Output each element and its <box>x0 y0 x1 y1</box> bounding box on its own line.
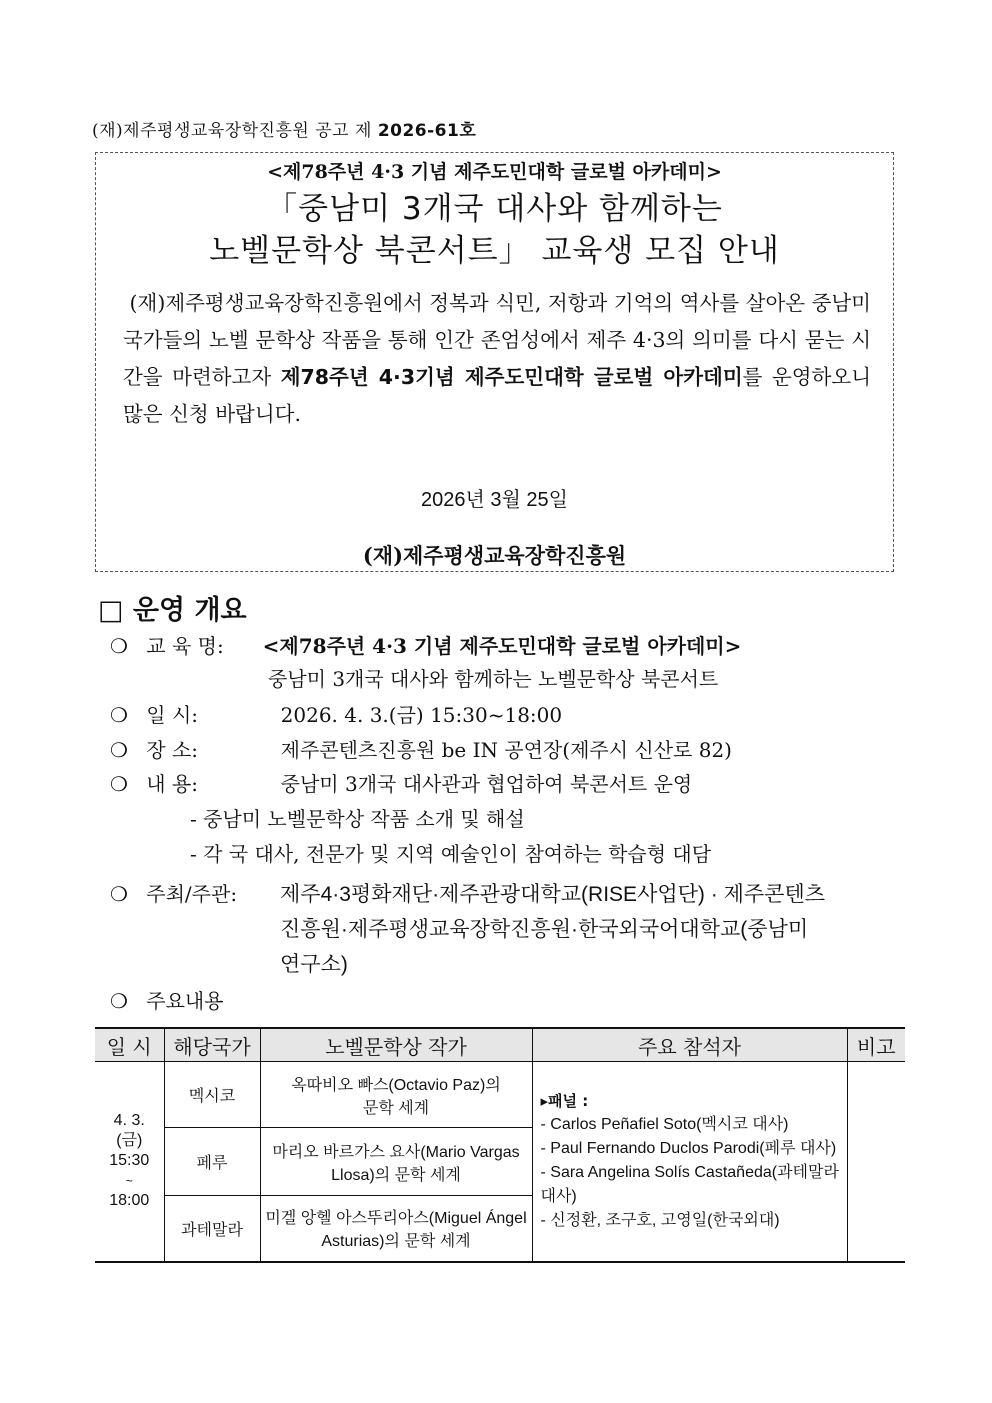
edu-name-label: 교 육 명: <box>146 634 224 658</box>
main-content-label: 주요내용 <box>146 989 224 1013</box>
author-line: Llosa)의 문학 세계 <box>331 1166 461 1184</box>
datetime-line: (금) <box>116 1132 143 1150</box>
overview-edu-name <box>110 630 741 659</box>
header-attendees: 주요 참석자 <box>532 1028 847 1062</box>
datetime-line: 18:00 <box>109 1192 150 1210</box>
intro-text-2: 를 운영하오니 많은 신청 바랍니다. <box>123 365 871 426</box>
datetime-line: 15:30 <box>109 1152 150 1170</box>
host-value-line3: 연구소) <box>280 953 348 976</box>
table-header-row <box>95 1028 905 1062</box>
announcement-title-line1: 「중남미 3개국 대사와 함께하는 <box>266 191 723 227</box>
intro-paragraph <box>123 285 871 433</box>
author-line: 문학 세계 <box>362 1099 430 1117</box>
author-cell <box>260 1062 532 1128</box>
intro-text-bold: 제78주년 4·3기념 제주도민대학 글로벌 아카데미 <box>280 365 743 389</box>
datetime-line: 4. 3. <box>113 1112 145 1130</box>
panelist: - Carlos Peñafiel Soto(멕시코 대사) <box>540 1116 789 1134</box>
host-value-line2: 진흥원·제주평생교육장학진흥원·한국외국어대학교(중남미 <box>280 918 809 941</box>
overview-datetime <box>110 699 562 728</box>
attendees-cell <box>532 1062 847 1262</box>
overview-main-content <box>110 985 224 1014</box>
header-note: 비고 <box>847 1028 905 1062</box>
content-value: 중남미 3개국 대사관과 협업하여 북콘서트 운영 <box>280 772 693 796</box>
author-line: 옥따비오 빠스(Octavio Paz)의 <box>291 1076 501 1094</box>
author-cell <box>260 1128 532 1196</box>
announcement-subtitle: <제78주년 4·3 기념 제주도민대학 글로벌 아카데미> <box>267 161 722 183</box>
bullet-circle-icon: ❍ <box>110 772 128 796</box>
announcement-title-line2: 노벨문학상 북콘서트」 교육생 모집 안내 <box>209 233 780 269</box>
panel-title: ▸패널 : <box>540 1092 589 1111</box>
header-datetime: 일 시 <box>95 1028 164 1062</box>
panelist: - Paul Fernando Duclos Parodi(페루 대사) <box>540 1140 837 1158</box>
host-value-line1: 제주4·3평화재단·제주관광대학교(RISE사업단) · 제주콘텐츠 <box>280 883 826 906</box>
intro-text-1: (재)제주평생교육장학진흥원에서 정복과 식민, 저항과 기억의 역사를 살아온 중남미 국가들의 노벨 문학상 작품을 통해 인간 존엄성에서 제주 4·3의 의미를 다시 묻는 시간을 마련하고자 <box>123 291 871 389</box>
notice-number-line <box>92 116 476 141</box>
author-line: Asturias)의 문학 세계 <box>321 1233 471 1251</box>
place-value: 제주콘텐츠진흥원 be IN 공연장(제주시 신산로 82) <box>280 738 732 762</box>
overview-host <box>110 878 286 907</box>
edu-name-value: <제78주년 4·3 기념 제주도민대학 글로벌 아카데미> <box>262 634 742 658</box>
overview-content <box>110 768 692 797</box>
bullet-circle-icon: ❍ <box>110 703 128 727</box>
notice-number: 2026-61호 <box>377 121 477 141</box>
bullet-circle-icon: ❍ <box>110 989 128 1013</box>
country-cell: 과테말라 <box>164 1196 260 1262</box>
author-line: 마리오 바르가스 요사(Mario Vargas <box>272 1143 520 1161</box>
country-cell: 멕시코 <box>164 1062 260 1128</box>
datetime-line: ~ <box>125 1174 133 1189</box>
note-cell <box>847 1062 905 1262</box>
content-sub-item-1: - 중남미 노벨문학상 작품 소개 및 해설 <box>190 807 525 831</box>
edu-name-value-line2: 중남미 3개국 대사와 함께하는 노벨문학상 북콘서트 <box>268 667 719 691</box>
overview-place <box>110 734 732 763</box>
country-cell: 페루 <box>164 1128 260 1196</box>
author-line: 미겔 앙헬 아스뚜리아스(Miguel Ángel <box>265 1210 527 1228</box>
bullet-circle-icon: ❍ <box>110 738 128 762</box>
bullet-circle-icon: ❍ <box>110 634 128 658</box>
place-label: 장 소: <box>146 738 199 762</box>
host-label: 주최/주관: <box>146 882 238 906</box>
panelist: - Sara Angelina Solís Castañeda(과테말라 대사) <box>540 1164 839 1206</box>
datetime-cell <box>95 1062 164 1262</box>
datetime-label: 일 시: <box>146 703 199 727</box>
announcement-date: 2026년 3월 25일 <box>421 489 568 511</box>
datetime-value: 2026. 4. 3.(금) 15:30~18:00 <box>280 703 563 727</box>
notice-prefix: (재)제주평생교육장학진흥원 공고 제 <box>92 121 372 141</box>
header-country: 해당국가 <box>164 1028 260 1062</box>
content-label: 내 용: <box>146 772 199 796</box>
header-author: 노벨문학상 작가 <box>260 1028 532 1062</box>
content-sub-item-2: - 각 국 대사, 전문가 및 지역 예술인이 참여하는 학습형 대담 <box>190 842 712 866</box>
section-title-overview: □ 운영 개요 <box>98 595 247 626</box>
program-table <box>95 1027 905 1263</box>
panelist: - 신정환, 조구호, 고영일(한국외대) <box>540 1212 780 1230</box>
table-row <box>95 1062 905 1128</box>
bullet-circle-icon: ❍ <box>110 882 128 906</box>
announcing-organization: (재)제주평생교육장학진흥원 <box>362 543 627 568</box>
author-cell <box>260 1196 532 1262</box>
